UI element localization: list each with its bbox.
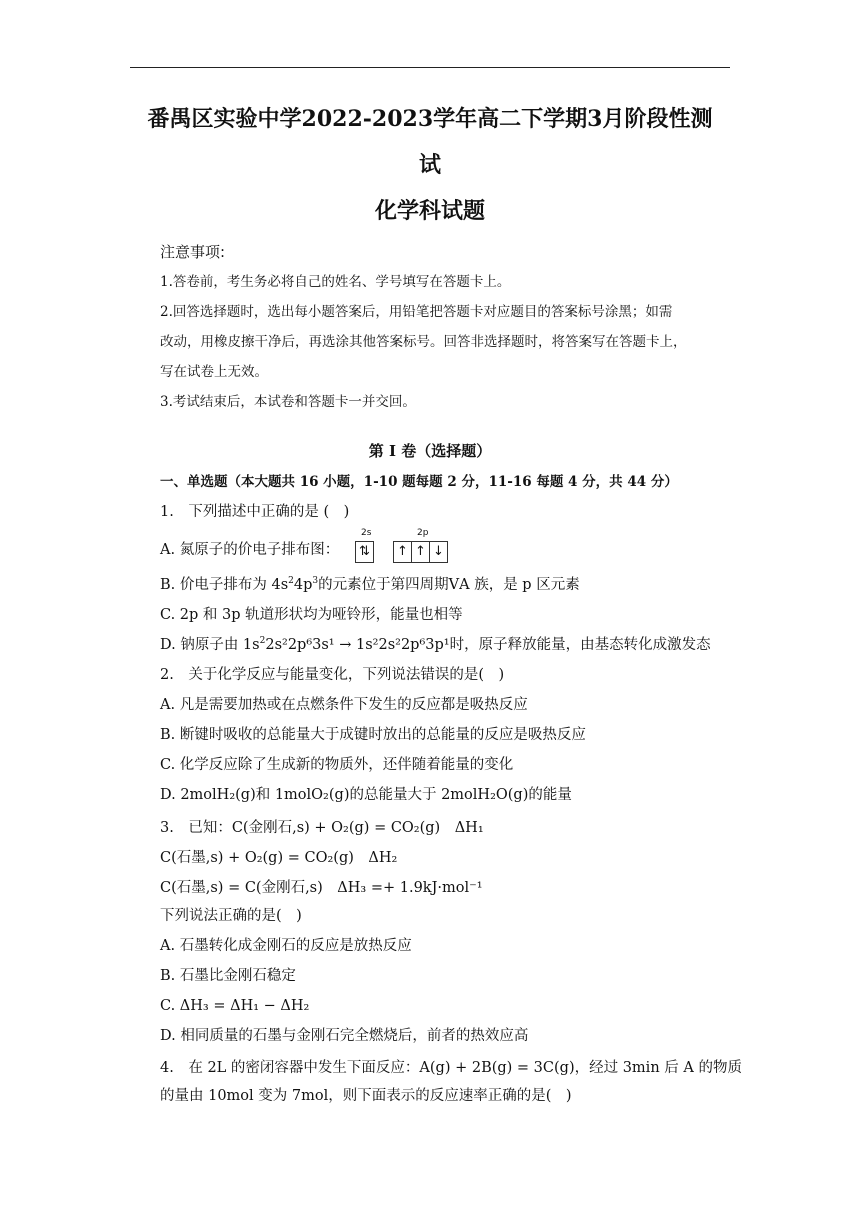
q1-b-pre: B. 价电子排布为 4s bbox=[160, 577, 289, 593]
q2-option-a: A. 凡是需要加热或在点燃条件下发生的反应都是吸热反应 bbox=[160, 697, 528, 713]
q1-d-pre: D. 钠原子由 1s bbox=[160, 637, 260, 653]
q1-option-c: C. 2p 和 3p 轨道形状均为哑铃形，能量也相等 bbox=[160, 607, 463, 623]
q1-option-d bbox=[160, 635, 711, 655]
q3-equation-3: C(石墨,s) = C(金刚石,s) ΔH₃ =+ 1.9kJ·mol⁻¹ bbox=[160, 880, 483, 896]
section-title: 第 I 卷（选择题） bbox=[368, 442, 492, 460]
q3-prompt: 下列说法正确的是( ) bbox=[160, 908, 302, 924]
orbital-2p-box-1: ↑ bbox=[393, 541, 412, 563]
q3-option-b: B. 石墨比金刚石稳定 bbox=[160, 968, 296, 984]
q4-stem: 4. 在 2L 的密闭容器中发生下面反应：A(g) + 2B(g) = 3C(g)，经过 3min 后 A 的物质 bbox=[160, 1060, 742, 1076]
q3-option-c: C. ΔH₃ = ΔH₁ − ΔH₂ bbox=[160, 998, 310, 1014]
q2-stem: 2. 关于化学反应与能量变化，下列说法错误的是( ) bbox=[160, 667, 505, 683]
notes-heading: 注意事项: bbox=[160, 243, 226, 261]
header-rule bbox=[130, 67, 730, 68]
exam-subtitle: 化学科试题 bbox=[374, 198, 485, 224]
orbital-2s-box: ⇅ bbox=[355, 541, 374, 563]
q3-stem: 3. 已知：C(金刚石,s) + O₂(g) = CO₂(g) ΔH₁ bbox=[160, 820, 484, 836]
q1-b-sup1: 2 bbox=[288, 576, 294, 587]
orbital-2p-box-3: ↓ bbox=[430, 541, 448, 563]
note-2a: 2.回答选择题时，选出每小题答案后，用铅笔把答题卡对应题目的答案标号涂黑；如需 bbox=[160, 304, 673, 320]
q2-option-c: C. 化学反应除了生成新的物质外，还伴随着能量的变化 bbox=[160, 757, 514, 773]
note-2c: 写在试卷上无效。 bbox=[160, 364, 268, 380]
note-2b: 改动，用橡皮擦干净后，再选涂其他答案标号。回答非选择题时，将答案写在答题卡上， bbox=[160, 334, 687, 350]
q1-b-mid: 4p bbox=[293, 577, 313, 593]
q1-d-text: 2s²2p⁶3s¹ → 1s²2s²2p⁶3p¹时，原子释放能量，由基态转化成激发态 bbox=[265, 637, 711, 653]
q1-option-a-text: A. 氮原子的价电子排布图： bbox=[160, 542, 340, 558]
q2-option-b: B. 断键时吸收的总能量大于成键时放出的总能量的反应是吸热反应 bbox=[160, 727, 586, 743]
part-heading: 一、单选题（本大题共 16 小题，1-10 题每题 2 分，11-16 每题 4 分，共 44 分） bbox=[160, 474, 678, 490]
orbital-2p-box-2: ↑ bbox=[412, 541, 430, 563]
orbital-2p-label: 2p bbox=[417, 528, 429, 538]
exam-title-line2: 试 bbox=[418, 152, 441, 178]
q4-stem-cont: 的量由 10mol 变为 7mol，则下面表示的反应速率正确的是( ) bbox=[160, 1088, 572, 1104]
q1-option-b bbox=[160, 575, 580, 595]
q1-b-sup2: 3 bbox=[312, 576, 319, 587]
q1-option-a bbox=[160, 540, 339, 560]
exam-title-line1: 番禺区实验中学2022-2023学年高二下学期3月阶段性测 bbox=[147, 106, 713, 132]
orbital-2s-label: 2s bbox=[361, 528, 372, 538]
q1-d-sup: 2 bbox=[259, 636, 266, 647]
note-1: 1.答卷前，考生务必将自己的姓名、学号填写在答题卡上。 bbox=[160, 274, 511, 290]
q3-equation-2: C(石墨,s) + O₂(g) = CO₂(g) ΔH₂ bbox=[160, 850, 398, 866]
q3-option-d: D. 相同质量的石墨与金刚石完全燃烧后，前者的热效应高 bbox=[160, 1028, 529, 1044]
q3-option-a: A. 石墨转化成金刚石的反应是放热反应 bbox=[160, 938, 412, 954]
q2-option-d: D. 2molH₂(g)和 1molO₂(g)的总能量大于 2molH₂O(g)的能量 bbox=[160, 787, 572, 803]
note-3: 3.考试结束后，本试卷和答题卡一并交回。 bbox=[160, 394, 416, 410]
q1-b-post: 的元素位于第四周期ⅤA 族，是 p 区元素 bbox=[318, 577, 580, 593]
q1-stem: 1. 下列描述中正确的是 ( ) bbox=[160, 504, 350, 520]
